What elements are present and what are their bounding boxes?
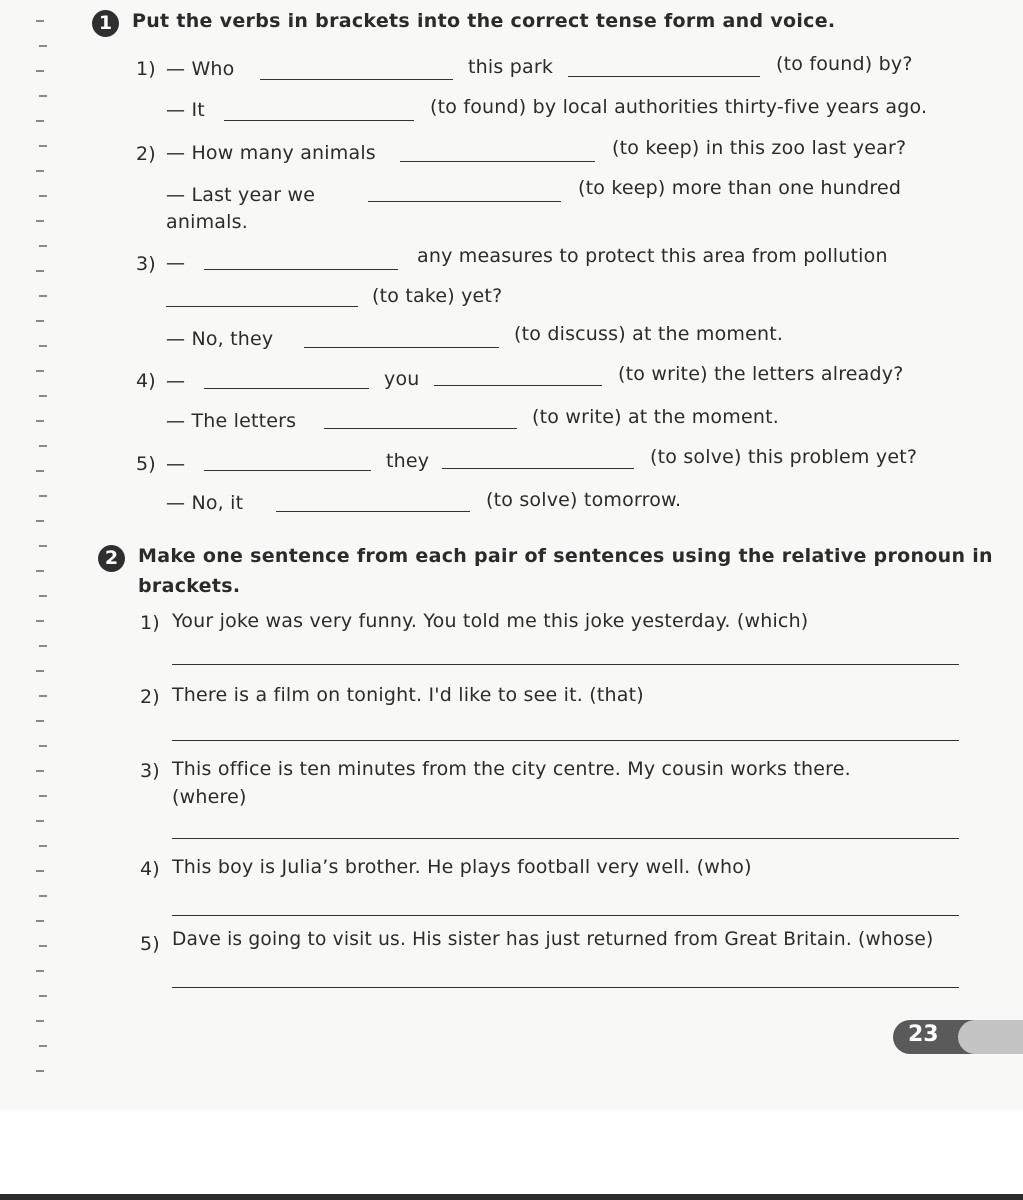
- binding-mark: [39, 545, 47, 547]
- item-5-dash: —: [166, 453, 186, 475]
- item-1-blank-a[interactable]: [260, 78, 453, 80]
- binding-mark: [39, 145, 47, 147]
- binding-mark: [39, 945, 47, 947]
- item-4-answer-start: — The letters: [166, 410, 297, 432]
- ex2-item-4-text: This boy is Julia’s brother. He plays football very well. (who): [172, 856, 752, 878]
- binding-mark: [36, 20, 44, 22]
- binding-mark: [36, 1070, 44, 1072]
- binding-mark: [39, 995, 47, 997]
- item-2-answer-continued: animals.: [166, 211, 248, 233]
- exercise-2-number-badge: 2: [98, 545, 125, 572]
- item-4-blank-a[interactable]: [204, 387, 369, 389]
- item-4-answer-end: (to write) at the moment.: [532, 406, 779, 428]
- item-5-question-end: (to solve) this problem yet?: [650, 446, 918, 468]
- item-3-number: 3): [136, 253, 156, 275]
- item-1-answer-start: — It: [166, 99, 205, 121]
- item-3-dash: —: [166, 252, 186, 274]
- binding-mark: [39, 395, 47, 397]
- binding-mark: [39, 645, 47, 647]
- binding-mark: [39, 345, 47, 347]
- item-2-answer-blank[interactable]: [368, 200, 561, 202]
- scan-margin: [0, 1110, 1023, 1200]
- binding-mark: [36, 770, 44, 772]
- item-5-blank-b[interactable]: [442, 467, 634, 469]
- item-5-number: 5): [136, 453, 156, 475]
- binding-mark: [39, 445, 47, 447]
- item-3-answer-start: — No, they: [166, 328, 274, 350]
- binding-mark: [36, 820, 44, 822]
- ex2-item-5-answer-line[interactable]: [172, 986, 959, 988]
- item-2-question-end: (to keep) in this zoo last year?: [612, 137, 907, 159]
- item-5-answer-end: (to solve) tomorrow.: [486, 489, 682, 511]
- binding-mark: [39, 295, 47, 297]
- binding-mark: [36, 720, 44, 722]
- item-3-question-mid: any measures to protect this area from pollution: [417, 245, 888, 267]
- item-5-blank-a[interactable]: [204, 469, 371, 471]
- ex2-item-5-number: 5): [140, 933, 160, 955]
- binding-mark: [36, 370, 44, 372]
- binding-mark: [36, 520, 44, 522]
- exercise-2-instruction-line-2: brackets.: [138, 575, 241, 597]
- item-1-question-end: (to found) by?: [776, 53, 913, 75]
- ex2-item-2-text: There is a film on tonight. I'd like to see it. (that): [172, 684, 644, 706]
- binding-mark: [36, 1020, 44, 1022]
- binding-mark: [36, 670, 44, 672]
- item-3-blank-b[interactable]: [166, 305, 358, 307]
- item-1-answer-blank[interactable]: [224, 119, 414, 121]
- binding-mark: [36, 120, 44, 122]
- item-1-question-start: — Who: [166, 58, 235, 80]
- binding-mark: [36, 270, 44, 272]
- binding-mark: [39, 245, 47, 247]
- ex2-item-1-answer-line[interactable]: [172, 663, 959, 665]
- binding-mark: [39, 1045, 47, 1047]
- binding-mark: [36, 470, 44, 472]
- item-5-answer-start: — No, it: [166, 492, 244, 514]
- item-2-blank[interactable]: [400, 160, 595, 162]
- binding-mark: [39, 45, 47, 47]
- item-4-dash: —: [166, 370, 186, 392]
- ex2-item-2-number: 2): [140, 686, 160, 708]
- ex2-item-3-text-continued: (where): [172, 786, 247, 808]
- binding-mark: [36, 870, 44, 872]
- ex2-item-3-number: 3): [140, 760, 160, 782]
- item-1-number: 1): [136, 58, 156, 80]
- item-5-question-mid: they: [386, 450, 430, 472]
- item-3-blank-a[interactable]: [204, 268, 398, 270]
- binding-mark: [39, 895, 47, 897]
- binding-mark: [39, 495, 47, 497]
- item-4-number: 4): [136, 370, 156, 392]
- ex2-item-1-number: 1): [140, 612, 160, 634]
- binding-mark: [39, 845, 47, 847]
- binding-mark: [36, 420, 44, 422]
- binding-mark: [36, 920, 44, 922]
- binding-mark: [36, 620, 44, 622]
- item-5-answer-blank[interactable]: [276, 510, 470, 512]
- binding-mark: [39, 95, 47, 97]
- item-4-blank-b[interactable]: [434, 384, 602, 386]
- page-number-tab-shade: [958, 1020, 1023, 1054]
- binding-mark: [36, 170, 44, 172]
- exercise-2-instruction-line-1: Make one sentence from each pair of sentences using the relative pronoun in: [138, 545, 993, 567]
- scan-edge: [0, 1194, 1023, 1200]
- binding-mark: [36, 970, 44, 972]
- exercise-1-instruction: Put the verbs in brackets into the correct tense form and voice.: [132, 10, 836, 32]
- binding-mark: [39, 745, 47, 747]
- item-1-answer-end: (to found) by local authorities thirty-five years ago.: [430, 96, 928, 118]
- binding-mark: [39, 595, 47, 597]
- binding-mark: [36, 320, 44, 322]
- ex2-item-4-number: 4): [140, 858, 160, 880]
- item-2-question-start: — How many animals: [166, 142, 376, 164]
- item-3-question-end: (to take) yet?: [372, 285, 503, 307]
- ex2-item-3-text: This office is ten minutes from the city centre. My cousin works there.: [172, 758, 851, 780]
- binding-mark: [39, 795, 47, 797]
- item-1-question-mid: this park: [468, 56, 554, 78]
- binding-mark: [36, 570, 44, 572]
- item-1-blank-b[interactable]: [568, 75, 760, 77]
- item-4-question-end: (to write) the letters already?: [618, 363, 904, 385]
- ex2-item-3-answer-line[interactable]: [172, 837, 959, 839]
- exercise-1-number-badge: 1: [92, 10, 119, 37]
- item-2-answer-start: — Last year we: [166, 184, 316, 206]
- page-number: 23: [908, 1022, 939, 1047]
- binding-mark: [36, 220, 44, 222]
- binding-mark: [39, 695, 47, 697]
- item-2-number: 2): [136, 143, 156, 165]
- item-4-question-mid: you: [384, 368, 420, 390]
- binding-mark: [39, 195, 47, 197]
- ex2-item-4-answer-line[interactable]: [172, 914, 959, 916]
- item-3-answer-end: (to discuss) at the moment.: [514, 323, 784, 345]
- binding-mark: [36, 70, 44, 72]
- item-4-answer-blank[interactable]: [324, 427, 517, 429]
- item-3-answer-blank[interactable]: [304, 346, 499, 348]
- item-2-answer-end: (to keep) more than one hundred: [578, 177, 902, 199]
- ex2-item-5-text: Dave is going to visit us. His sister has just returned from Great Britain. (whose): [172, 929, 934, 950]
- ex2-item-1-text: Your joke was very funny. You told me this joke yesterday. (which): [172, 610, 809, 632]
- ex2-item-2-answer-line[interactable]: [172, 739, 959, 741]
